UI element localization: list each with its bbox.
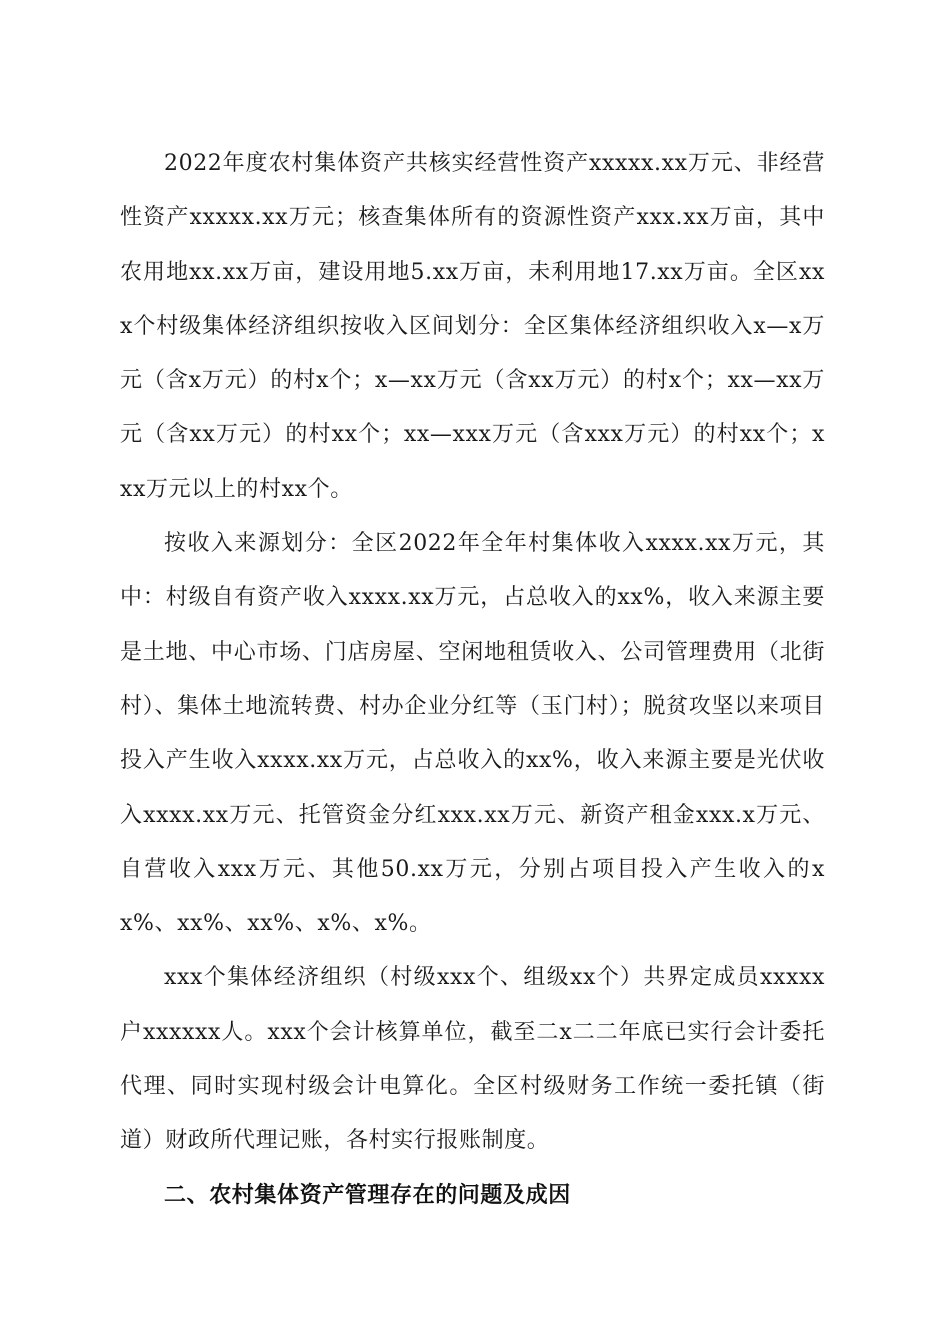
paragraph-asset-summary: 2022年度农村集体资产共核实经营性资产xxxxx.xx万元、非经营性资产xxxxx.xx万元；核查集体所有的资源性资产xxx.xx万亩，其中农用地xx.xx万亩，建设用地5.xx万亩，未利用地17.xx万亩。全区xxx个村级集体经济组织按收入区间划分：全区集体经济组织收入x—x万元（含x万元）的村x个；x—xx万元（含xx万元）的村x个；xx—xx万元（含xx万元）的村xx个；xx—xxx万元（含xxx万元）的村xx个；xxx万元以上的村xx个。: [120, 151, 825, 502]
section-heading: 二、农村集体资产管理存在的问题及成因: [164, 1182, 571, 1208]
document-body: [120, 137, 825, 1223]
paragraph-members-accounting: xxx个集体经济组织（村级xxx个、组级xx个）共界定成员xxxxx户xxxxxx人。xxx个会计核算单位，截至二x二二年底已实行会计委托代理、同时实现村级会计电算化。全区村级财务工作统一委托镇（街道）财政所代理记账，各村实行报账制度。: [120, 965, 825, 1154]
paragraph-income-sources: 按收入来源划分：全区2022年全年村集体收入xxxx.xx万元，其中：村级自有资产收入xxxx.xx万元，占总收入的xx%，收入来源主要是土地、中心市场、门店房屋、空闲地租赁收入、公司管理费用（北街村）、集体土地流转费、村办企业分红等（玉门村）；脱贫攻坚以来项目投入产生收入xxxx.xx万元，占总收入的xx%，收入来源主要是光伏收入xxxx.xx万元、托管资金分红xxx.xx万元、新资产租金xxx.x万元、自营收入xxx万元、其他50.xx万元，分别占项目投入产生收入的xx%、xx%、xx%、x%、x%。: [120, 531, 825, 937]
